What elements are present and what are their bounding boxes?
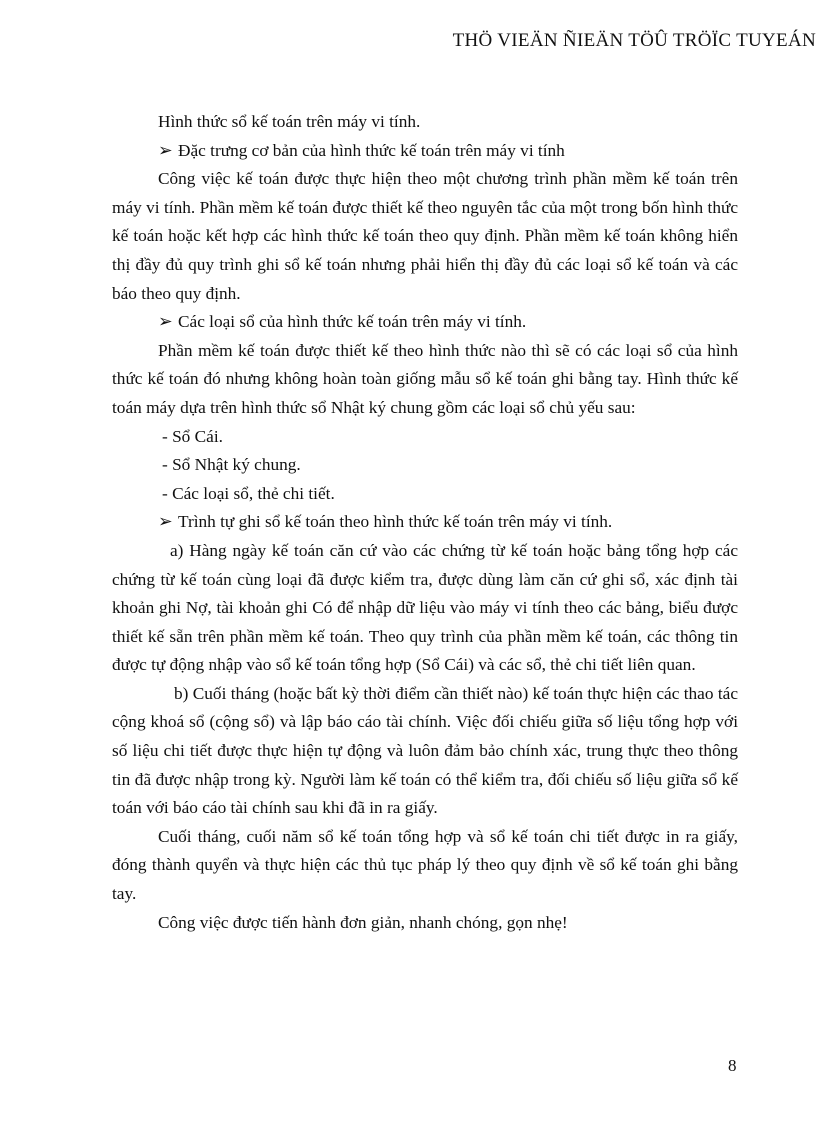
document-body <box>112 108 738 937</box>
paragraph-book-types: Phần mềm kế toán được thiết kế theo hình thức nào thì sẽ có các loại sổ của hình thức kế toán đó nhưng không hoàn toàn giống mẫu sổ kế toán ghi bằng tay. Hình thức kế toán máy dựa trên hình thức sổ Nhật ký chung gồm các loại sổ chủ yếu sau: <box>112 340 738 417</box>
arrow-bullet-icon: ➢ <box>158 140 173 160</box>
running-header: THÖ VIEÄN ÑIEÄN TÖÛ TRÖÏC TUYEÁN <box>452 30 816 51</box>
bullet-item-procedure <box>112 508 738 537</box>
list-item: - Sổ Nhật ký chung. <box>162 455 301 475</box>
paragraph-step-a: a) Hàng ngày kế toán căn cứ vào các chứng từ kế toán hoặc bảng tổng hợp các chứng từ kế toán cùng loại đã được kiểm tra, được dùng làm căn cứ ghi sổ, xác định tài khoản ghi Nợ, tài khoản ghi Có để nhập dữ liệu vào máy vi tính theo các bảng, biểu được thiết kế sẵn trên phần mềm kế toán. Theo quy trình của phần mềm kế toán, các thông tin được tự động nhập vào sổ kế toán tổng hợp (Sổ Cái) và các sổ, thẻ chi tiết liên quan. <box>112 540 738 675</box>
paragraph-description: Công việc kế toán được thực hiện theo một chương trình phần mềm kế toán trên máy vi tính. Phần mềm kế toán được thiết kế theo nguyên tắc của một trong bốn hình thức kế toán hoặc kết hợp các hình thức kế toán theo quy định. Phần mềm kế toán không hiển thị đầy đủ quy trình ghi sổ kế toán nhưng phải hiển thị đầy đủ các loại sổ kế toán và các báo theo quy định. <box>112 169 738 303</box>
list-item: - Các loại sổ, thẻ chi tiết. <box>162 483 335 503</box>
bullet-item-features <box>112 137 738 166</box>
page-number: 8 <box>728 1056 737 1075</box>
paragraph-intro: Hình thức sổ kế toán trên máy vi tính. <box>158 112 421 131</box>
bullet-text: Trình tự ghi sổ kế toán theo hình thức kế toán trên máy vi tính. <box>178 512 613 532</box>
paragraph-printing: Cuối tháng, cuối năm sổ kế toán tổng hợp và sổ kế toán chi tiết được in ra giấy, đóng thành quyển và thực hiện các thủ tục pháp lý theo quy định về sổ kế toán ghi bằng tay. <box>112 826 738 904</box>
paragraph-step-b: b) Cuối tháng (hoặc bất kỳ thời điểm cần thiết nào) kế toán thực hiện các thao tác cộng khoá sổ (cộng sổ) và lập báo cáo tài chính. Việc đối chiếu giữa số liệu tổng hợp với số liệu chi tiết được thực hiện tự động và luôn đảm bảo chính xác, trung thực theo thông tin đã được nhập trong kỳ. Người làm kế toán có thể kiểm tra, đối chiếu số liệu giữa sổ kế toán với báo cáo tài chính sau khi đã in ra giấy. <box>112 683 738 818</box>
arrow-bullet-icon: ➢ <box>158 312 173 332</box>
paragraph-conclusion: Công việc được tiến hành đơn giản, nhanh chóng, gọn nhẹ! <box>158 912 568 932</box>
bullet-item-book-types <box>112 308 738 337</box>
bullet-text: Đặc trưng cơ bản của hình thức kế toán trên máy vi tính <box>178 140 565 160</box>
arrow-bullet-icon: ➢ <box>158 512 173 532</box>
list-item: - Sổ Cái. <box>162 426 223 446</box>
bullet-text: Các loại sổ của hình thức kế toán trên máy vi tính. <box>178 312 527 332</box>
